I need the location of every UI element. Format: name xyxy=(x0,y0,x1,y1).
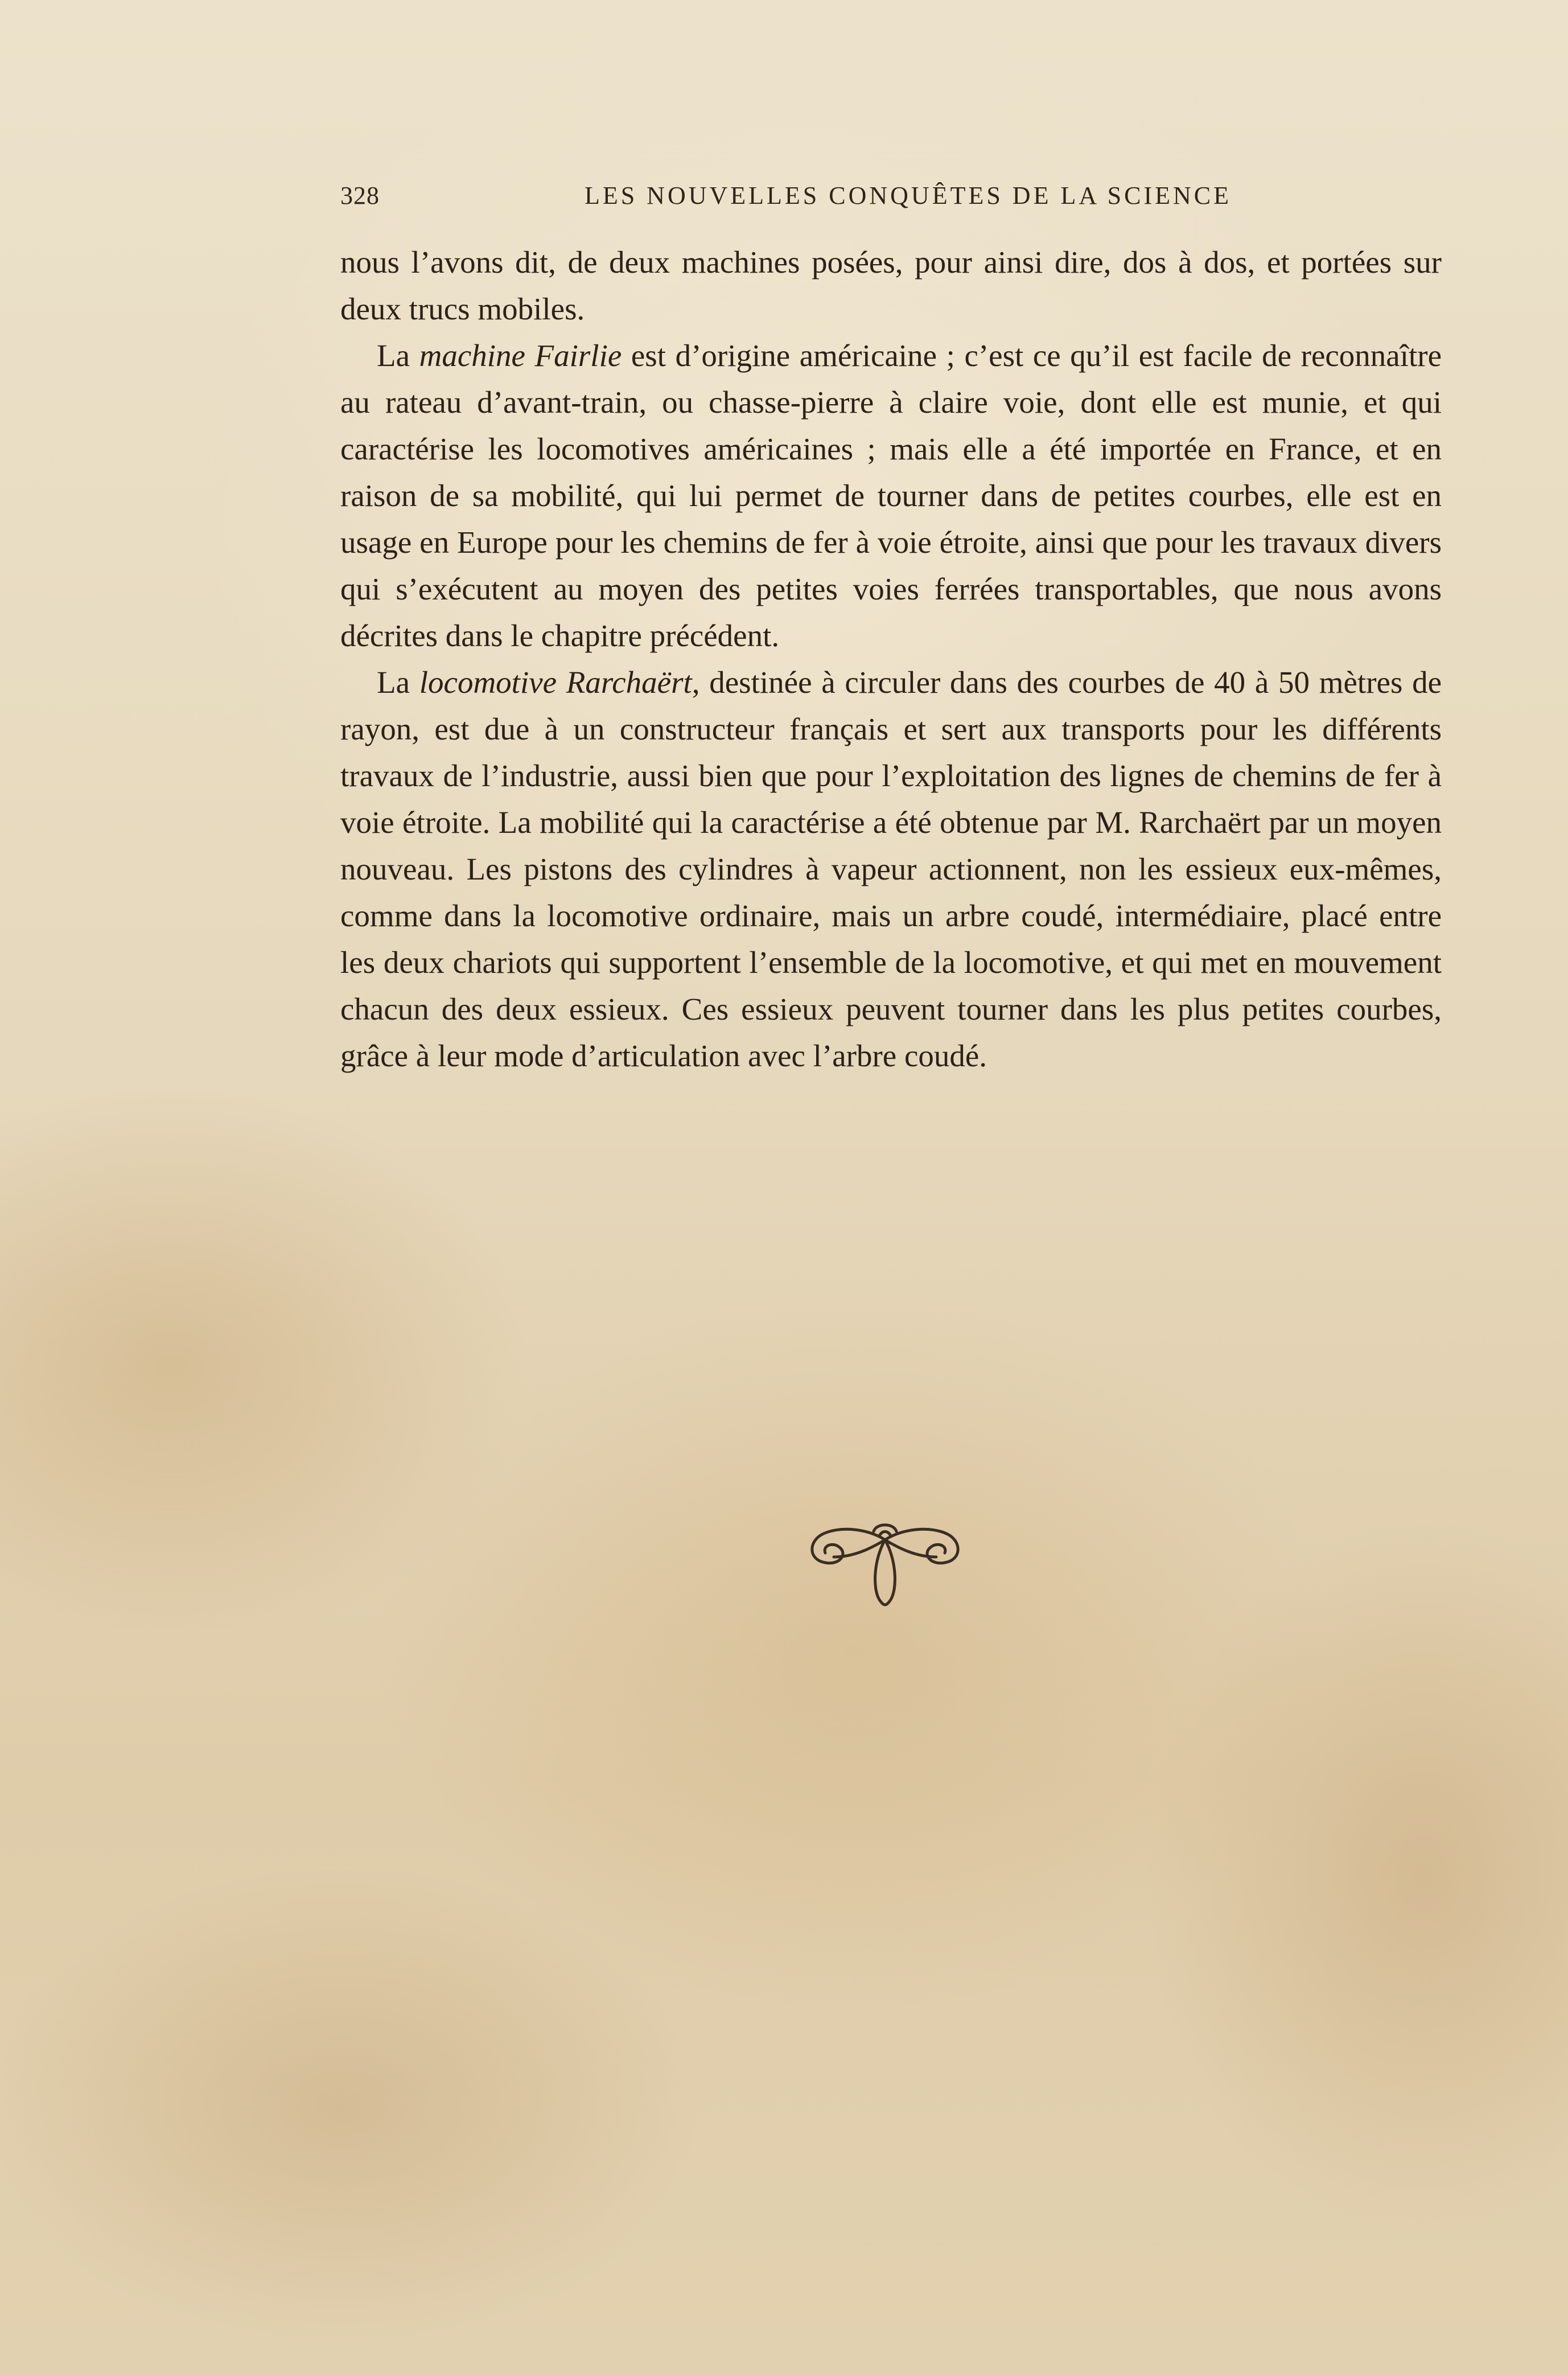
paragraph-continued xyxy=(340,239,1442,332)
page-number: 328 xyxy=(340,182,380,209)
paragraph-fairlie xyxy=(340,332,1442,659)
paragraph-3-italic-term: locomotive Rarchaërt xyxy=(419,665,692,700)
paragraph-3-lead: La xyxy=(377,665,419,700)
running-title: LES NOUVELLES CONQUÊTES DE LA SCIENCE xyxy=(584,182,1232,209)
body-text xyxy=(340,239,1442,1079)
paragraph-rarchaert xyxy=(340,659,1442,1079)
paragraph-3-body: , destinée à circuler dans des courbes de 40 à 50 mètres de rayon, est due à un constructeur français et sert aux transports pour les différents travaux de l’industrie, aussi bien que pour l’exploitation des lignes de chemins de fer à voie étroite. La mobilité qui la caractérise a été obtenue par M. Rarchaërt par un moyen nouveau. Les pistons des cylindres à vapeur actionnent, non les essieux eux-mêmes, comme dans la locomotive ordinaire, mais un arbre coudé, intermédiaire, placé entre les deux chariots qui supportent l’ensemble de la locomotive, et qui met en mouvement chacun des deux essieux. Ces essieux peuvent tourner dans les plus petites courbes, grâce à leur mode d’articulation avec l’arbre coudé. xyxy=(340,665,1442,1073)
paragraph-2-body: est d’origine américaine ; c’est ce qu’il est facile de reconnaître au rateau d’avant-train, ou chasse-pierre à claire voie, dont elle est munie, et qui caractérise les locomotives américaines ; mais elle a été importée en France, et en raison de sa mobilité, qui lui permet de tourner dans de petites courbes, elle est en usage en Europe pour les chemins de fer à voie étroite, ainsi que pour les travaux divers qui s’exécutent au moyen des petites voies ferrées transportables, que nous avons décrites dans le chapitre précédent. xyxy=(340,338,1442,653)
tailpiece-flourish-icon xyxy=(800,1514,970,1611)
paragraph-1-text: nous l’avons dit, de deux machines posées, pour ainsi dire, dos à dos, et portées sur deux trucs mobiles. xyxy=(340,245,1442,326)
running-head xyxy=(340,181,1442,221)
paragraph-2-lead: La xyxy=(377,338,419,373)
paragraph-2-italic-term: machine Fairlie xyxy=(419,338,622,373)
